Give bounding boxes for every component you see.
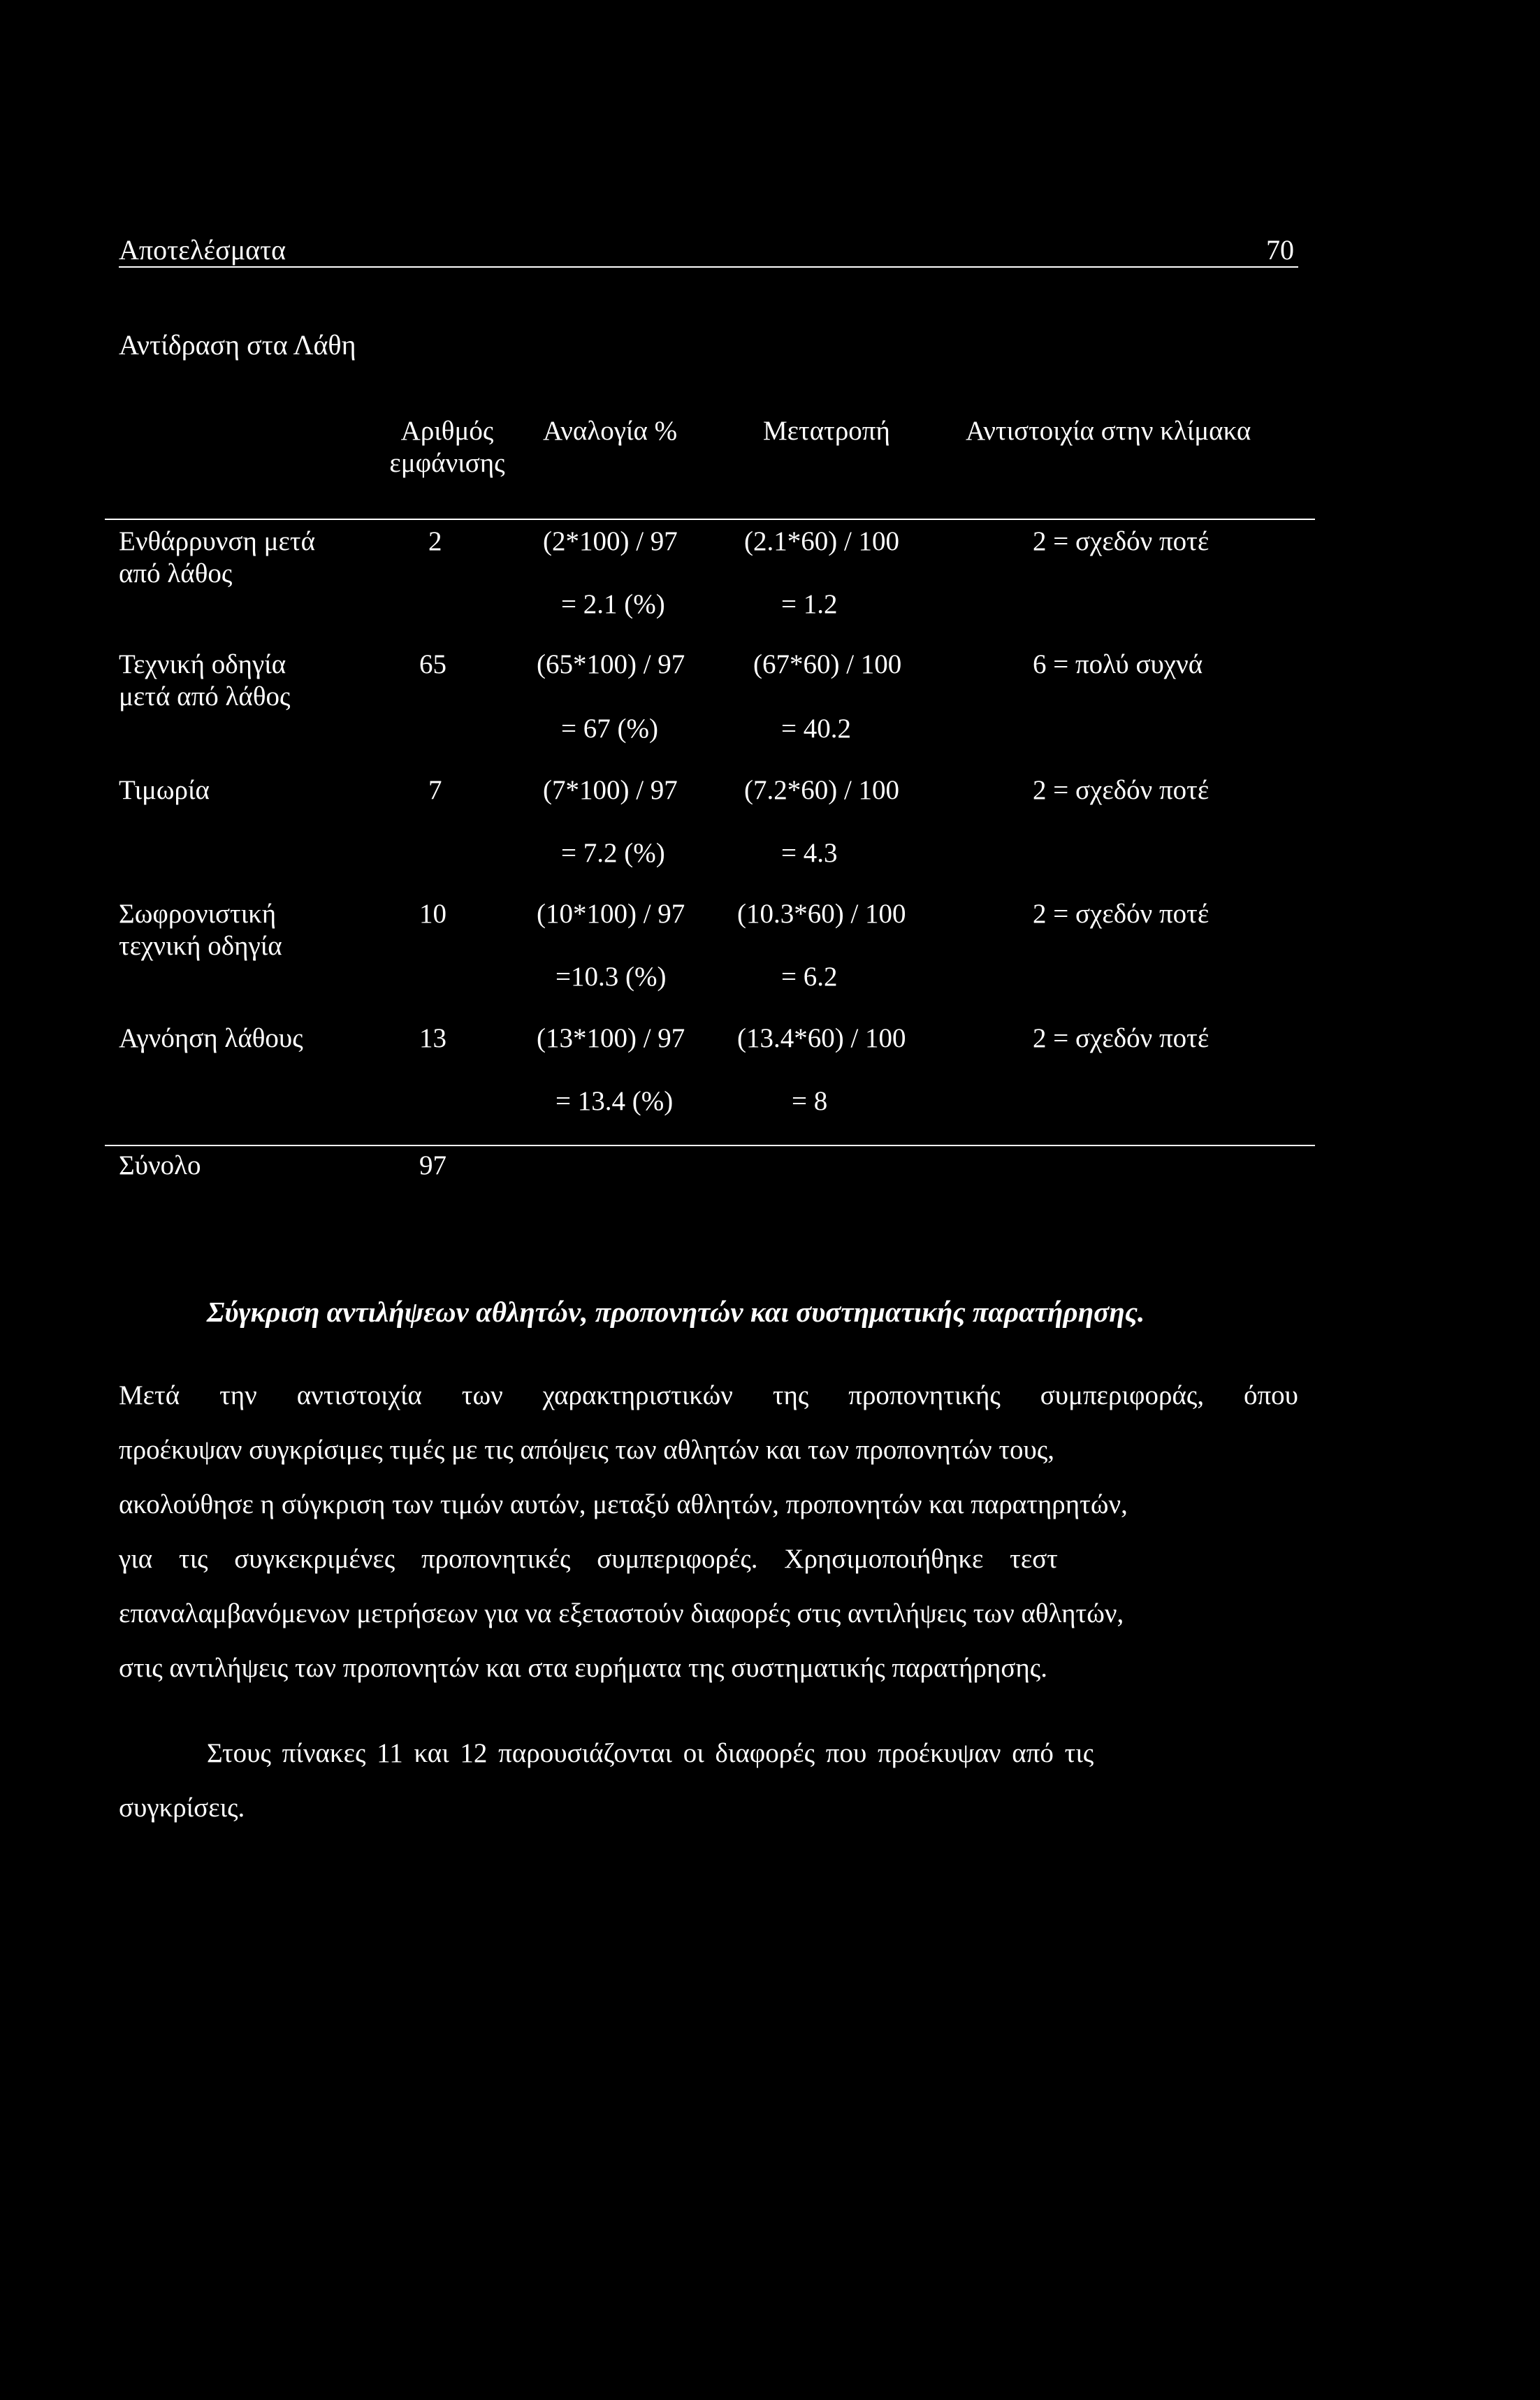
column-header-scale: Αντιστοιχία στην κλίμακα — [966, 416, 1251, 446]
paragraph-line: για τις συγκεκριμένες προπονητικές συμπεριφορές. Χρησιμοποιήθηκε τεστ — [119, 1544, 1058, 1574]
paragraph-line: συγκρίσεις. — [119, 1793, 245, 1823]
row-label-corrective-instruction — [119, 898, 282, 962]
row-conversion-formula: (10.3*60) / 100 — [737, 899, 906, 929]
paragraph-line: προέκυψαν συγκρίσιμες τιμές με τις απόψεις των αθλητών και των προπονητών τους, — [119, 1435, 1055, 1465]
row-ratio-formula: (10*100) / 97 — [537, 899, 685, 929]
table-bottom-rule — [105, 1145, 1315, 1146]
row-scale: 6 = πολύ συχνά — [1033, 649, 1203, 679]
body-paragraph-1 — [119, 1368, 1298, 1696]
row-scale: 2 = σχεδόν ποτέ — [1033, 775, 1210, 805]
column-header-count-line1: Αριθμός — [400, 416, 494, 446]
row-label-line: από λάθος — [119, 558, 233, 588]
column-header-conversion: Μετατροπή — [763, 416, 890, 446]
row-label-encouragement — [119, 526, 315, 590]
row-conversion-result: = 1.2 — [781, 589, 838, 619]
row-label-technical-instruction — [119, 649, 290, 713]
row-conversion-result: = 8 — [792, 1086, 828, 1116]
table-title: Αντίδραση στα Λάθη — [119, 329, 356, 361]
page-number: 70 — [1266, 234, 1294, 266]
row-ratio-formula: (7*100) / 97 — [543, 775, 678, 805]
row-conversion-formula: (67*60) / 100 — [753, 649, 902, 679]
table-top-rule — [105, 519, 1315, 520]
row-label-line: τεχνική οδηγία — [119, 931, 282, 961]
row-conversion-formula: (7.2*60) / 100 — [744, 775, 900, 805]
row-conversion-formula: (2.1*60) / 100 — [744, 526, 900, 556]
column-header-count — [377, 415, 517, 479]
row-scale: 2 = σχεδόν ποτέ — [1033, 1023, 1210, 1053]
running-header-section: Αποτελέσματα — [119, 234, 286, 266]
row-ratio-formula: (65*100) / 97 — [537, 649, 685, 679]
row-conversion-result: = 4.3 — [781, 838, 838, 868]
row-count: 7 — [428, 775, 442, 805]
row-count: 2 — [428, 526, 442, 556]
row-label-line: Ενθάρρυνση μετά — [119, 526, 315, 556]
paragraph-line: στις αντιλήψεις των προπονητών και στα ευρήματα της συστηματικής παρατήρησης. — [119, 1653, 1047, 1683]
row-ratio-result: = 7.2 (%) — [561, 838, 665, 868]
column-header-ratio: Αναλογία % — [543, 416, 678, 446]
row-ratio-result: = 13.4 (%) — [555, 1086, 674, 1116]
total-label: Σύνολο — [119, 1150, 201, 1180]
row-label-line: μετά από λάθος — [119, 681, 291, 711]
row-label-line: Αγνόηση λάθους — [119, 1023, 303, 1053]
row-label-line: Σωφρονιστική — [119, 899, 277, 929]
row-count: 65 — [419, 649, 446, 679]
paragraph-line: επαναλαμβανόμενων μετρήσεων για να εξεταστούν διαφορές στις αντιλήψεις των αθλητών, — [119, 1598, 1124, 1628]
row-conversion-formula: (13.4*60) / 100 — [737, 1023, 906, 1053]
row-label-line: Τεχνική οδηγία — [119, 649, 286, 679]
row-label-ignoring-error — [119, 1022, 303, 1055]
column-header-count-line2: εμφάνισης — [389, 448, 505, 478]
row-ratio-formula: (2*100) / 97 — [543, 526, 678, 556]
section-heading: Σύγκριση αντιλήψεων αθλητών, προπονητών και συστηματικής παρατήρησης. — [207, 1296, 1145, 1328]
total-count: 97 — [419, 1150, 446, 1180]
row-conversion-result: = 40.2 — [781, 714, 851, 744]
paragraph-line: Μετά την αντιστοιχία των χαρακτηριστικών της προπονητικής συμπεριφοράς, όπου — [119, 1380, 1298, 1410]
row-scale: 2 = σχεδόν ποτέ — [1033, 899, 1210, 929]
row-scale: 2 = σχεδόν ποτέ — [1033, 526, 1210, 556]
row-label-punishment — [119, 774, 210, 807]
row-ratio-result: = 2.1 (%) — [561, 589, 665, 619]
row-ratio-formula: (13*100) / 97 — [537, 1023, 685, 1053]
row-ratio-result: = 67 (%) — [561, 714, 658, 744]
row-label-line: Τιμωρία — [119, 775, 210, 805]
row-conversion-result: = 6.2 — [781, 962, 838, 992]
row-ratio-result: =10.3 (%) — [555, 962, 667, 992]
paragraph-line: ακολούθησε η σύγκριση των τιμών αυτών, μεταξύ αθλητών, προπονητών και παρατηρητών, — [119, 1489, 1128, 1519]
row-count: 10 — [419, 899, 446, 929]
body-paragraph-2 — [119, 1726, 1298, 1835]
paragraph-line: Στους πίνακες 11 και 12 παρουσιάζονται οι διαφορές που προέκυψαν από τις — [207, 1738, 1094, 1768]
header-underline — [119, 266, 1298, 268]
row-count: 13 — [419, 1023, 446, 1053]
